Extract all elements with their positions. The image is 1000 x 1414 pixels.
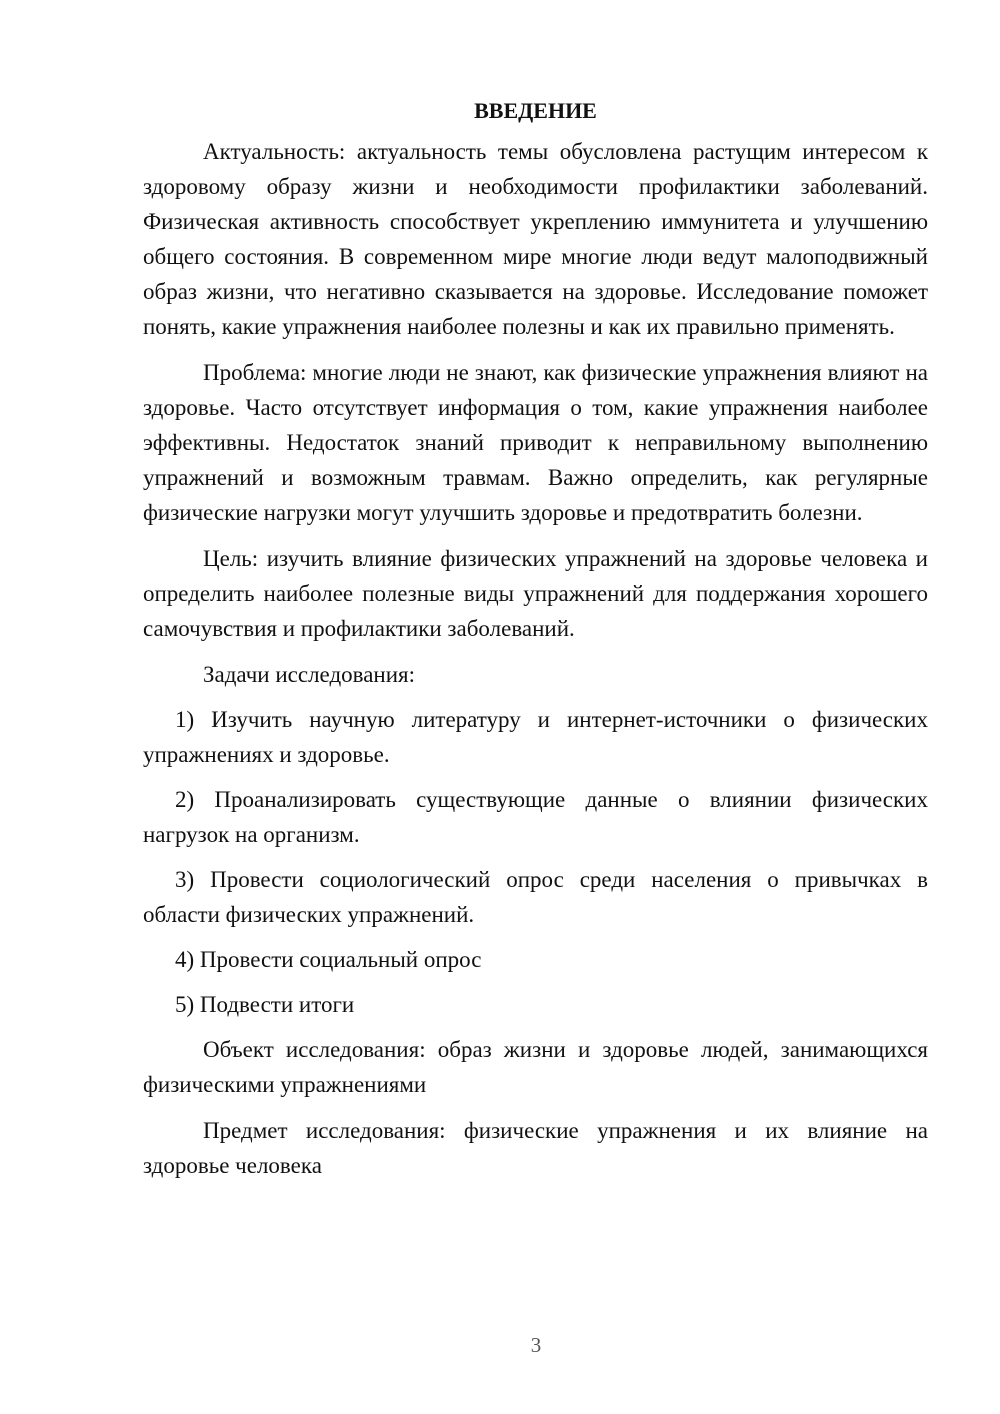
- tasks-list: [143, 702, 928, 1022]
- task-item: 4) Провести социальный опрос: [175, 947, 482, 972]
- task-item: 1) Изучить научную литературу и интернет-источники о физических упражнениях и здоровье.: [143, 707, 928, 767]
- paragraph-problem: Проблема: многие люди не знают, как физические упражнения влияют на здоровье. Часто отсутствует информация о том, какие упражнения наиболее эффективны. Недостаток знаний приводит к неправильному выполнению упражнений и возможным травмам. Важно определить, как регулярные физические нагрузки могут улучшить здоровье и предотвратить болезни.: [143, 360, 928, 525]
- page-number: 3: [530, 1333, 542, 1357]
- task-item: 5) Подвести итоги: [175, 992, 355, 1017]
- paragraph-goal: Цель: изучить влияние физических упражнений на здоровье человека и определить наиболее полезные виды упражнений для поддержания хорошего самочувствия и профилактики заболеваний.: [143, 546, 928, 641]
- tasks-heading: Задачи исследования:: [203, 662, 416, 687]
- task-item: 3) Провести социологический опрос среди населения о привычках в области физических упражнений.: [143, 867, 928, 927]
- paragraph-relevance: Актуальность: актуальность темы обусловлена растущим интересом к здоровому образу жизни и необходимости профилактики заболеваний. Физическая активность способствует укреплению иммунитета и улучшению общего состояния. В современном мире многие люди ведут малоподвижный образ жизни, что негативно сказывается на здоровье. Исследование поможет понять, какие упражнения наиболее полезны и как их правильно применять.: [143, 139, 928, 339]
- paragraph-object: Объект исследования: образ жизни и здоровье людей, занимающихся физическими упражнениями: [143, 1037, 928, 1097]
- page-content: [143, 92, 928, 1194]
- task-item: 2) Проанализировать существующие данные о влиянии физических нагрузок на организм.: [143, 787, 928, 847]
- paragraph-subject: Предмет исследования: физические упражнения и их влияние на здоровье человека: [143, 1118, 928, 1178]
- section-title: ВВЕДЕНИЕ: [474, 98, 597, 123]
